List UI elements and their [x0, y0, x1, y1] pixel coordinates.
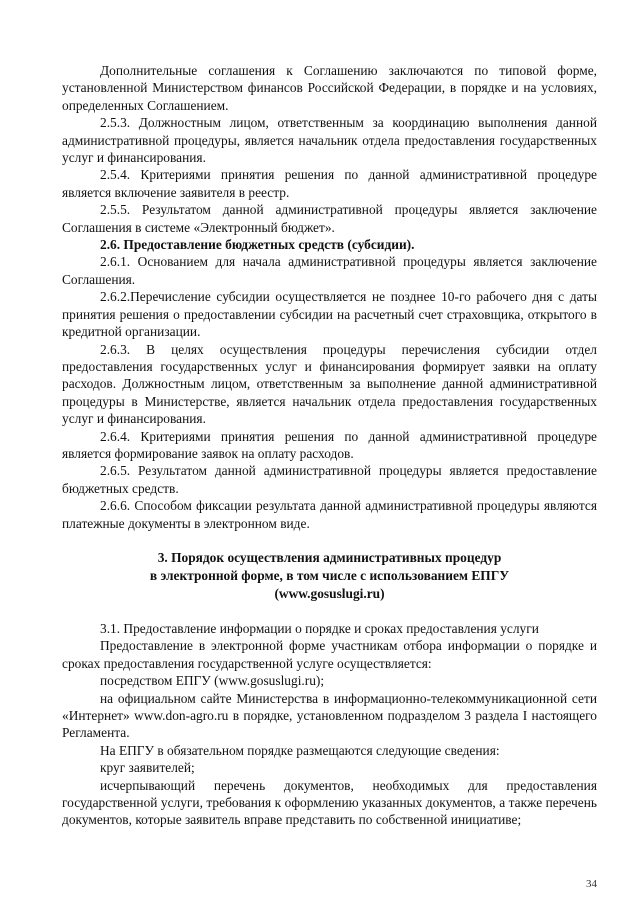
section-2-6-title: 2.6. Предоставление бюджетных средств (субсидии).: [100, 237, 415, 253]
page-content: [62, 62, 597, 829]
paragraph-2-6-2: 2.6.2.Перечисление субсидии осуществляется не позднее 10-го рабочего дня с даты принятия решения о предоставлении субсидии на расчетный счет страховщика, открытого в кредитной организации.: [62, 289, 597, 340]
paragraph-epgu-info: На ЕПГУ в обязательном порядке размещаются следующие сведения:: [100, 742, 500, 758]
page-number: 34: [586, 878, 597, 890]
section-3-heading-line: в электронной форме, в том числе с использованием ЕПГУ: [149, 567, 510, 583]
section-3-heading-line: (www.gosuslugi.ru): [274, 585, 385, 601]
spacer: [62, 603, 597, 620]
spacer: [62, 532, 597, 549]
paragraph-2-5-3: 2.5.3. Должностным лицом, ответственным за координацию выполнения данной административной процедуры, является начальник отдела предоставления государственных услуг и финансирования.: [62, 115, 597, 166]
paragraph-2-6-6: 2.6.6. Способом фиксации результата данной административной процедуры являются платежные документы в электронном виде.: [62, 498, 597, 531]
paragraph-3-1: 3.1. Предоставление информации о порядке и сроках предоставления услуги: [100, 620, 539, 636]
paragraph-2-6-4: 2.6.4. Критериями принятия решения по данной административной процедуре является формирование заявок на оплату расходов.: [62, 428, 597, 461]
paragraph-2-5-4: 2.5.4. Критериями принятия решения по данной административной процедуре является включение заявителя в реестр.: [62, 167, 597, 200]
paragraph-additional-agreements: Дополнительные соглашения к Соглашению заключаются по типовой форме, установленной Министерством финансов Российской Федерации, в порядке и на условиях, определенных Соглашением.: [62, 63, 597, 113]
section-3-heading-line: 3. Порядок осуществления административных процедур: [157, 549, 502, 565]
list-item-applicants: круг заявителей;: [100, 760, 195, 776]
list-item-documents: исчерпывающий перечень документов, необходимых для предоставления государственной услуги, требования к оформлению указанных документов, а также перечень документов, которые заявитель вправе представить по собственной инициативе;: [62, 777, 597, 828]
paragraph-2-5-5: 2.5.5. Результатом данной административной процедуры является заключение Соглашения в системе «Электронный бюджет».: [62, 202, 597, 235]
paragraph-2-6-5: 2.6.5. Результатом данной административной процедуры является предоставление бюджетных средств.: [62, 463, 597, 496]
paragraph-2-6-3: 2.6.3. В целях осуществления процедуры перечисления субсидии отдел предоставления государственных услуг и финансирования формирует заявки на оплату расходов. Должностным лицом, ответственным за выполнение данной административной процедуры в Министерстве, является начальник отдела предоставления государственных услуг и финансирования.: [62, 341, 597, 427]
section-3-heading: [62, 549, 597, 603]
paragraph-2-6-1: 2.6.1. Основанием для начала административной процедуры является заключение Соглашения.: [62, 254, 597, 287]
list-item-epgu: посредством ЕПГУ (www.gosuslugi.ru);: [100, 673, 325, 689]
list-item-ministry-site: на официальном сайте Министерства в информационно-телекоммуникационной сети «Интернет» www.don-agro.ru в порядке, установленном подразделом 3 раздела I настоящего Регламента.: [62, 690, 597, 741]
paragraph-provision-electronic: Предоставление в электронной форме участникам отбора информации о порядке и сроках предоставления государственной услуге осуществляется:: [62, 638, 597, 671]
